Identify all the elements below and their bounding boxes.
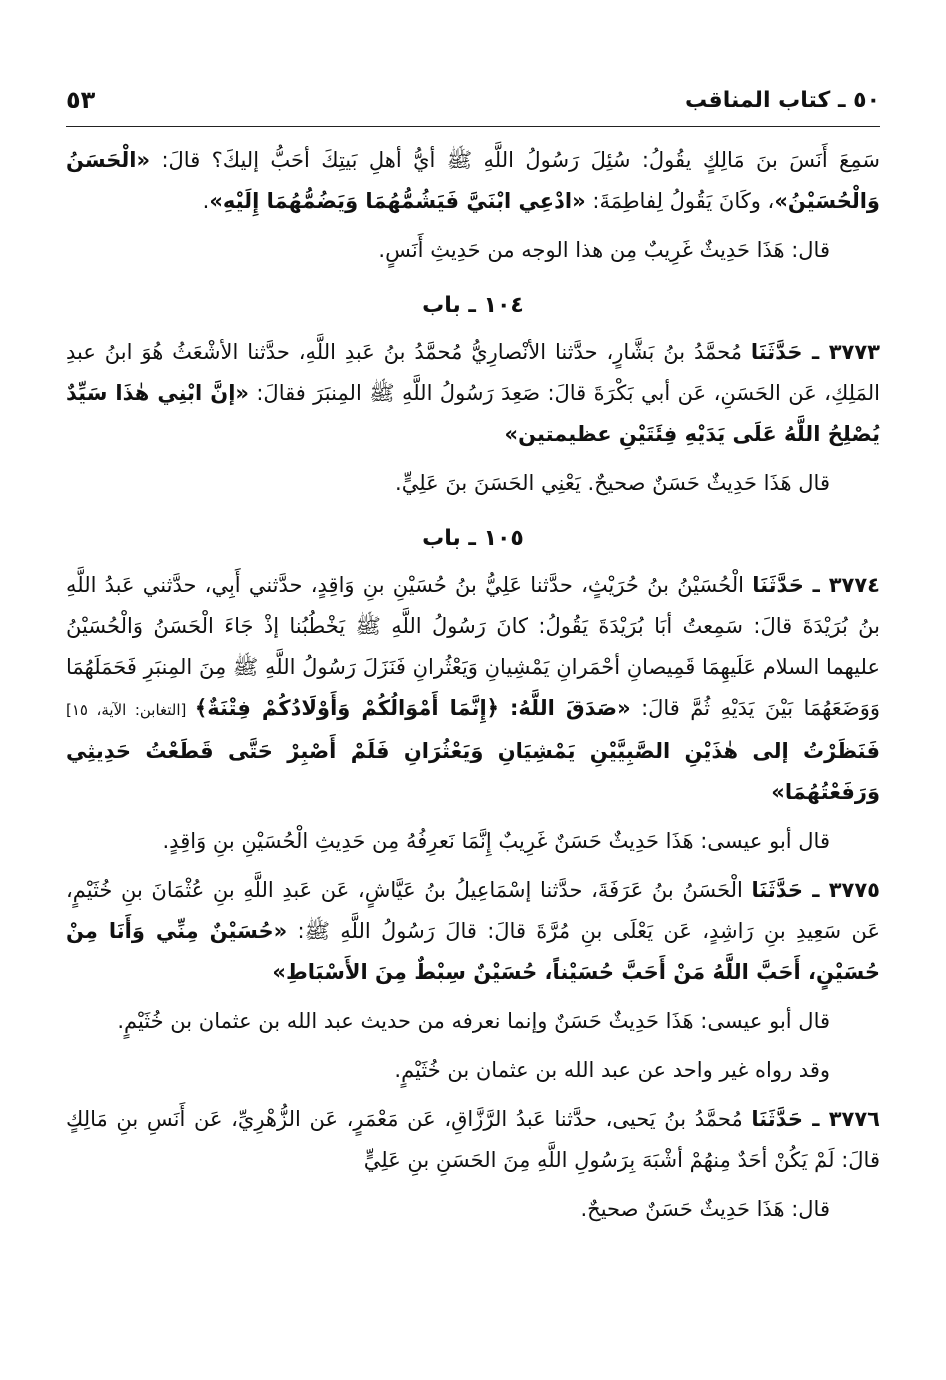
p1-text-3: . xyxy=(202,189,210,213)
chapter-title: ٥٠ ـ كتاب المناقب xyxy=(685,87,880,113)
paragraph-11: قال: هَذَا حَدِيثٌ حَسَنٌ صحيحٌ. xyxy=(580,1197,830,1221)
hadith-3774-quote-1: «صَدَقَ اللَّهُ: ﴿إِنَّمَا أَمْوَالُكُمْ وَأَوْلَادُكُمْ فِتْنَةٌ﴾ xyxy=(194,696,631,720)
hadith-3774 xyxy=(66,565,880,813)
section-heading-104: ١٠٤ ـ باب xyxy=(422,293,524,318)
p1-quote-1: «الْحَسَنُ وَالْحُسَيْنُ» xyxy=(66,148,880,213)
paragraph-8: قال أبو عيسى: هَذَا حَدِيثٌ حَسَنٌ وإنما نعرفه من حديث عبد الله بن عثمان بن خُثَيْمٍ. xyxy=(117,1009,830,1033)
hadith-3773-number: ٣٧٧٣ ـ حَدَّثَنَا xyxy=(750,340,880,364)
p1-quote-2: «ادْعِي ابْنَيَّ فَيَشُمُّهُمَا وَيَضُمُّهُمَا إِلَيْهِ» xyxy=(209,189,586,213)
hadith-3774-text: الْحُسَيْنُ بنُ حُرَيْثٍ، حدَّثنا عَلِيُّ بنُ حُسَيْنِ بنِ وَاقِدٍ، حدَّثني أَبِي، حدَّثني عَبدُ اللَّهِ بنُ بُرَيْدَةَ قالَ: سَمِعتُ أبَا بُرَيْدَةَ يَقُولُ: كانَ رَسُولُ اللَّهِ ﷺ يَخْطُبُنا إذْ جَاءَ الْحَسَنُ وَالْحُسَيْنُ عليهما السلام عَلَيهِمَا قَمِيصانِ أحْمَرانِ يَمْشِيانِ وَيَعْثُرانِ فَنَزَلَ رَسُولُ اللَّهِ ﷺ مِنَ المِنبَرِ فَحَمَلَهُمَا وَوَضَعَهُمَا بَيْنَ يَدَيْهِ ثُمَّ قالَ: xyxy=(66,573,880,720)
paragraph-2: قال: هَذَا حَدِيثٌ غَرِيبٌ مِن هذا الوجه من حَدِيثِ أَنَسٍ. xyxy=(378,238,830,262)
hadith-3775-text: الْحَسَنُ بنُ عَرَفَةَ، حدَّثنا إسْمَاعِيلُ بنُ عَيَّاشٍ، عَن عَبدِ اللَّهِ بنِ عُثْمَانَ بنِ خُثَيْمٍ، عَن سَعِيدِ بنِ رَاشِدٍ، عَن يَعْلَى بنِ مُرَّةَ قالَ: قالَ رَسُولُ اللَّهِ ﷺ: xyxy=(66,878,880,943)
hadith-3776-number: ٣٧٧٦ ـ حَدَّثَنَا xyxy=(751,1107,880,1131)
paragraph-4: قال هَذَا حَدِيثٌ حَسَنٌ صحيحٌ. يَعْنِي الحَسَنَ بنَ عَلِيٍّ. xyxy=(395,471,830,495)
hadith-3775-quote: «حُسَيْنٌ مِنِّي وَأَنَا مِنْ حُسَيْنٍ، أَحَبَّ اللَّهُ مَنْ أَحَبَّ حُسَيْناً، حُسَيْنٌ سِبْطٌ مِنَ الأَسْبَاطِ» xyxy=(66,919,880,984)
hadith-3774-quote-2: فَنَظَرْتُ إلى هٰذَيْنِ الصَّبِيَّيْنِ يَمْشِيَانِ وَيَعْثُرَانِ فَلَمْ أَصْبِرْ حَتَّى قَطَعْتُ حَدِيثِي وَرَفَعْتُهُمَا» xyxy=(66,739,880,804)
hadith-3773-text: مُحمَّدُ بنُ بَشَّارٍ، حدَّثنا الأنْصارِيُّ مُحمَّدُ بنُ عَبدِ اللَّهِ، حدَّثنا الأشْعَثُ هُوَ ابنُ عبدِ المَلِكِ، عَن الحَسَنِ، عَن أبي بَكْرَةَ قالَ: صَعِدَ رَسُولُ اللَّهِ ﷺ المِنبَرَ فقالَ: xyxy=(66,340,880,405)
paragraph-1 xyxy=(66,140,880,222)
hadith-3775 xyxy=(66,870,880,993)
hadith-3774-number: ٣٧٧٤ ـ حَدَّثَنَا xyxy=(752,573,880,597)
hadith-3775-number: ٣٧٧٥ ـ حَدَّثَنَا xyxy=(751,878,880,902)
hadith-3773-quote: «إنَّ ابْنِي هٰذَا سَيِّدٌ يُصْلِحُ اللَّهُ عَلَى يَدَيْهِ فِئَتَيْنِ عظيمتين» xyxy=(66,381,880,446)
page-number: ٥٣ xyxy=(66,86,96,114)
page-body xyxy=(66,140,880,1238)
p1-text-2: ، وكَانَ يَقُولُ لِفاطِمَةَ: xyxy=(585,189,775,213)
hadith-3773 xyxy=(66,332,880,455)
paragraph-9: وقد رواه غير واحد عن عبد الله بن عثمان بن خُثَيْمٍ. xyxy=(394,1058,830,1082)
p1-text-1: سَمِعَ أَنَسَ بنَ مَالِكٍ يقُولُ: سُئِلَ رَسُولُ اللَّهِ ﷺ أيُّ أهلِ بَيتِكَ أحَبُّ إليكَ؟ قالَ: xyxy=(150,148,880,172)
page-header xyxy=(66,76,880,124)
section-heading-105: ١٠٥ ـ باب xyxy=(422,526,524,551)
header-rule xyxy=(66,126,880,127)
hadith-3776-text: مُحمَّدُ بنُ يَحيى، حدَّثنا عَبدُ الرَّزَّاقِ، عَن مَعْمَرٍ، عَن الزُّهْرِيِّ، عَن أَنَسِ بنِ مَالِكٍ قالَ: لَمْ يَكُنْ أحَدٌ مِنهُمْ أشْبَهَ بِرَسُولِ اللَّهِ مِنَ الحَسَنِ بنِ عَلِيٍّ xyxy=(66,1107,880,1172)
paragraph-6: قال أبو عيسى: هَذَا حَدِيثٌ حَسَنٌ غَرِيبٌ إِنَّمَا نَعرِفُهُ مِن حَدِيثِ الْحُسَيْنِ بنِ وَاقِدٍ. xyxy=(162,829,830,853)
hadith-3776 xyxy=(66,1099,880,1181)
hadith-3774-citation: [التغابن: الآية، ١٥] xyxy=(66,701,195,719)
